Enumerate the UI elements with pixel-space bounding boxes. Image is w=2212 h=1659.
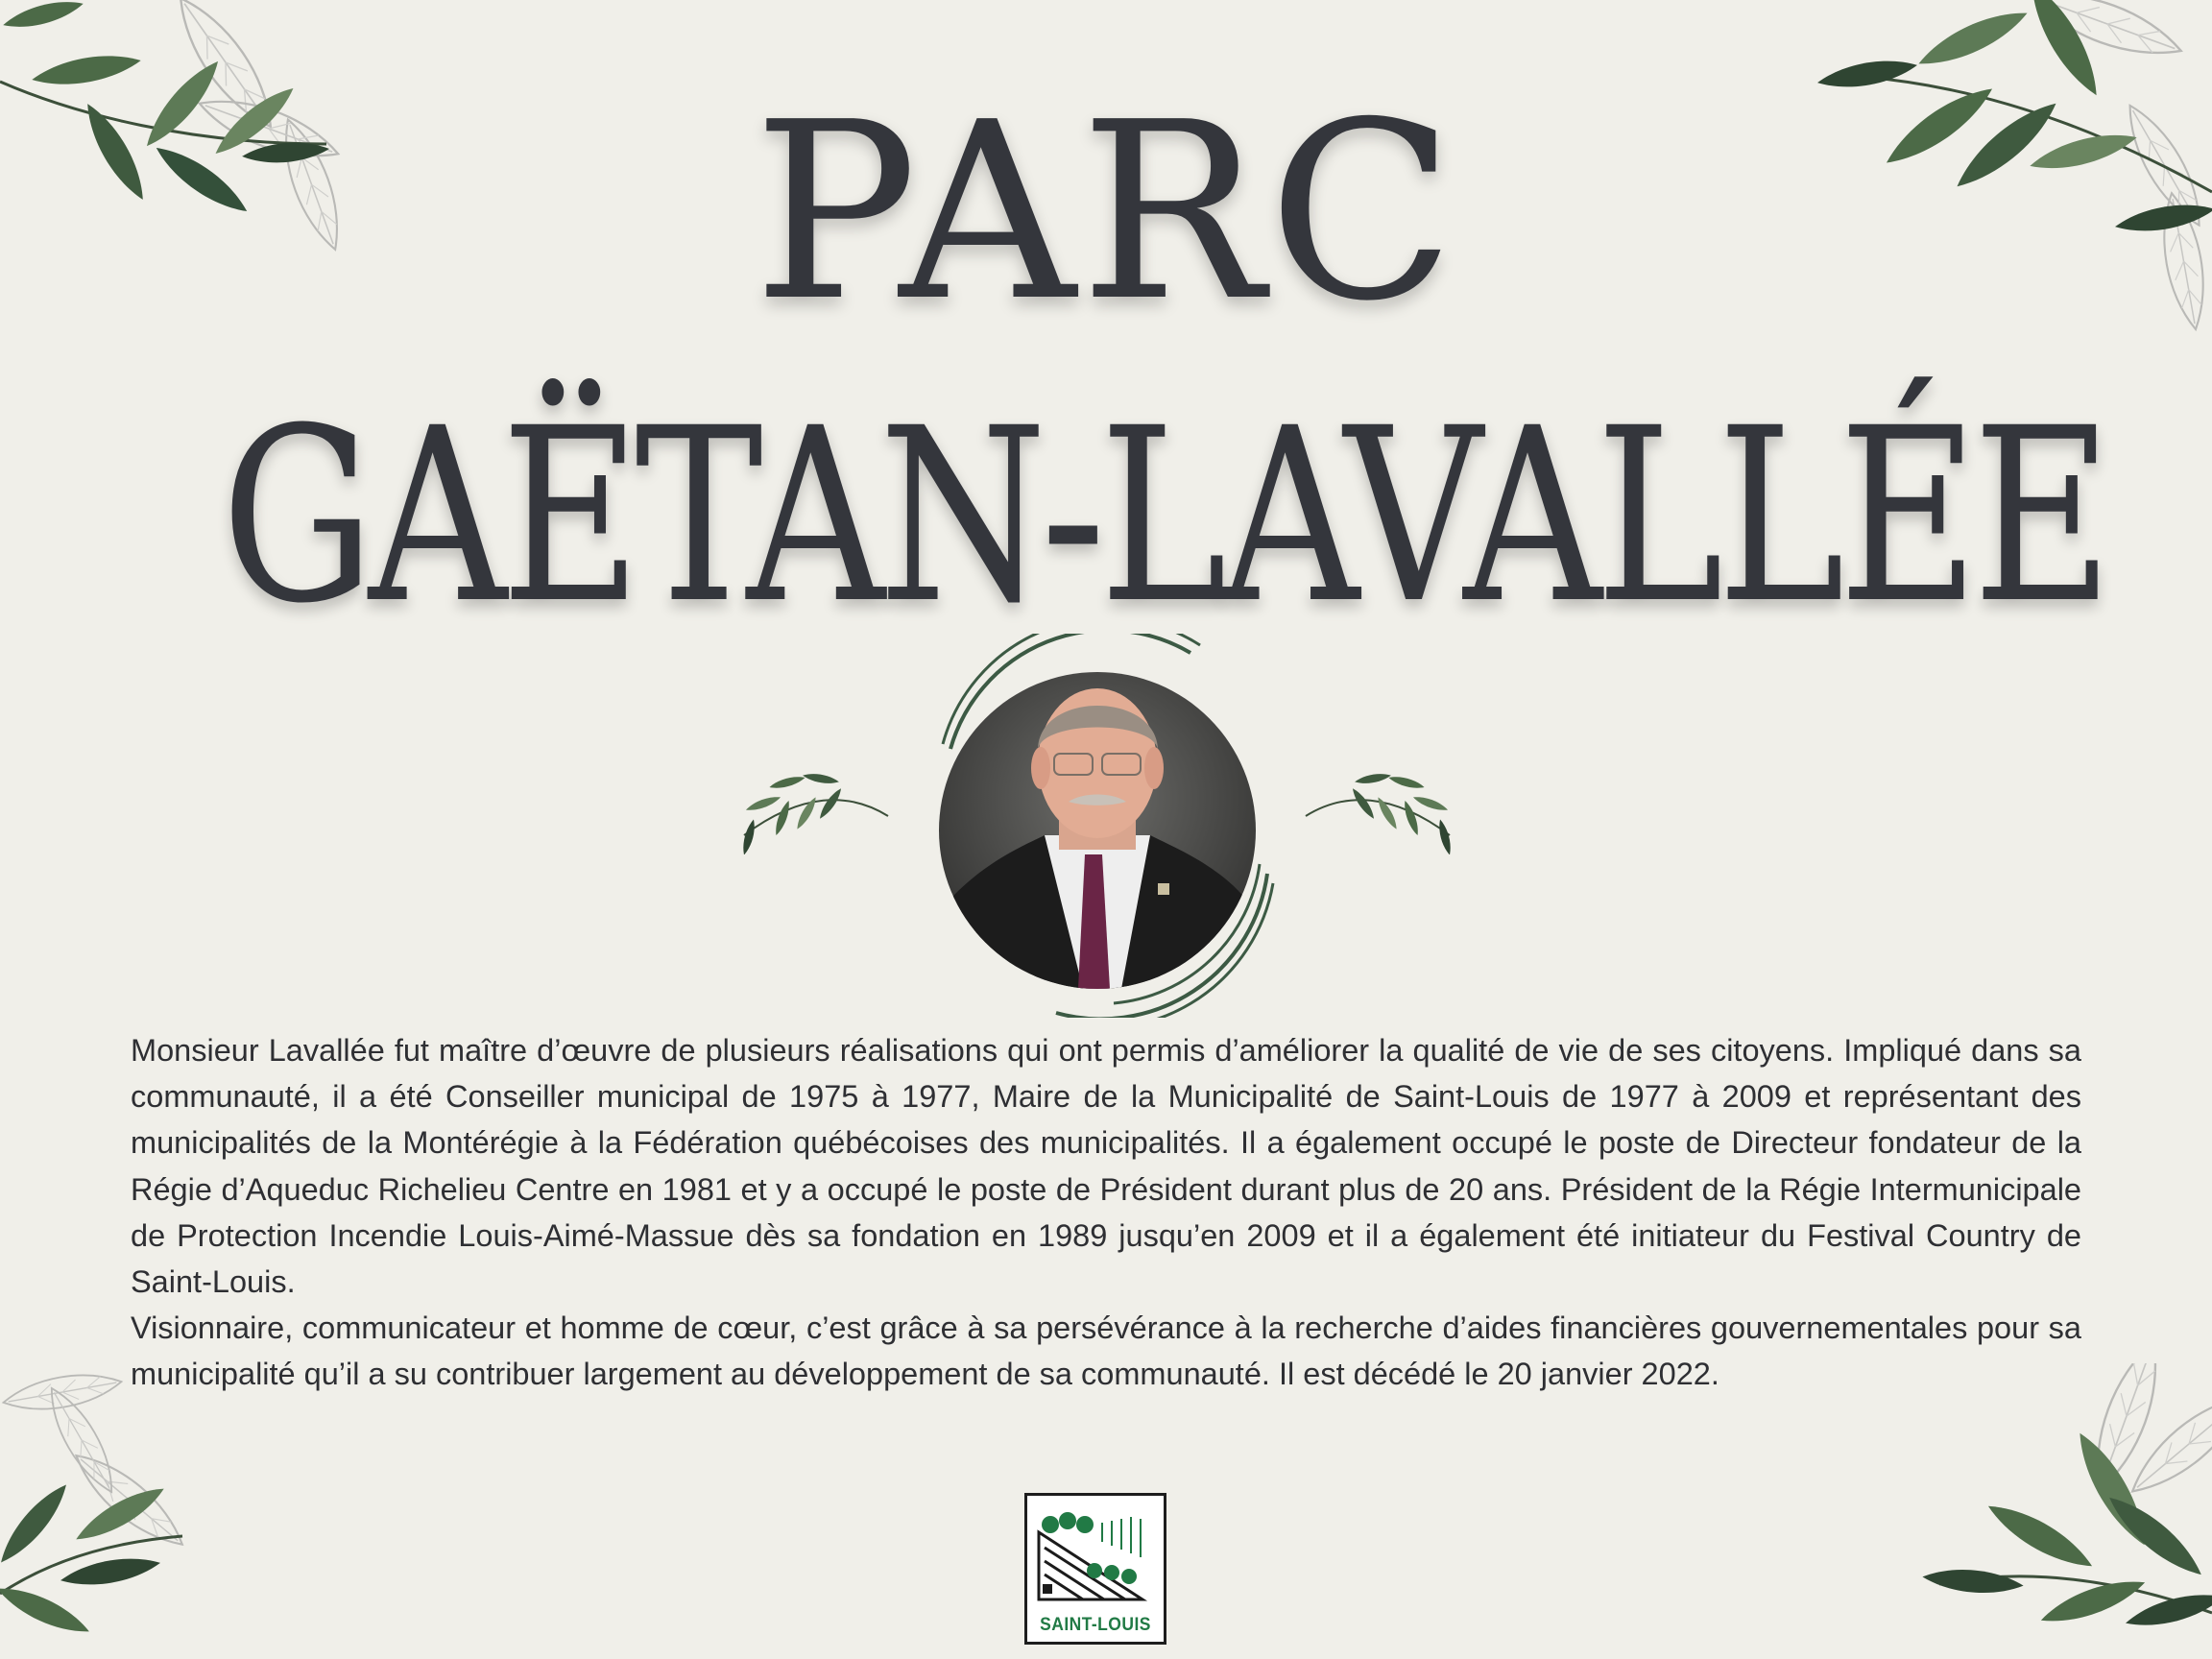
portrait-frame xyxy=(922,634,1277,1018)
title-line-2: GAËTAN-LAVALLÉE xyxy=(221,376,2107,656)
biography-text xyxy=(131,1027,2081,1398)
biography-paragraph-1: Monsieur Lavallée fut maître d’œuvre de plusieurs réalisations qui ont permis d’améliorer la qualité de vie de ses citoyens. Impliqué dans sa communauté, il a été Conseiller municipal de 1975 à 1977, Maire de la Municipalité de Saint-Louis de 1977 à 2009 et représentant des municipalités de la Montérégie à la Fédération québécoises des municipalités. Il a également occupé le poste de Directeur fondateur de la Régie d’Aqueduc Richelieu Centre en 1981 et y a occupé le poste de Président durant plus de 20 ans. Président de la Régie Intermunicipale de Protection Incendie Louis-Aimé-Massue dès sa fondation en 1989 jusqu’en 2009 et il a également été initiateur du Festival Country de Saint-Louis. xyxy=(131,1033,2081,1300)
leaf-branch-bottom-right xyxy=(1920,1363,2212,1659)
sprig-right xyxy=(1301,768,1459,854)
portrait-photo xyxy=(939,672,1256,989)
biography-paragraph-2: Visionnaire, communicateur et homme de cœur, c’est grâce à sa persévérance à la recherche d’aides financières gouvernementales pour sa municipalité qu’il a su contribuer largement au développement de sa communauté. Il est décédé le 20 janvier 2022. xyxy=(131,1310,2081,1392)
title-line-1: PARC xyxy=(753,70,1459,355)
logo-label: SAINT-LOUIS xyxy=(1040,1615,1151,1635)
logo-emblem-icon xyxy=(1037,1503,1154,1607)
leaf-branch-bottom-left xyxy=(0,1363,230,1659)
saint-louis-logo xyxy=(1024,1493,1166,1645)
sprig-left xyxy=(734,768,893,854)
